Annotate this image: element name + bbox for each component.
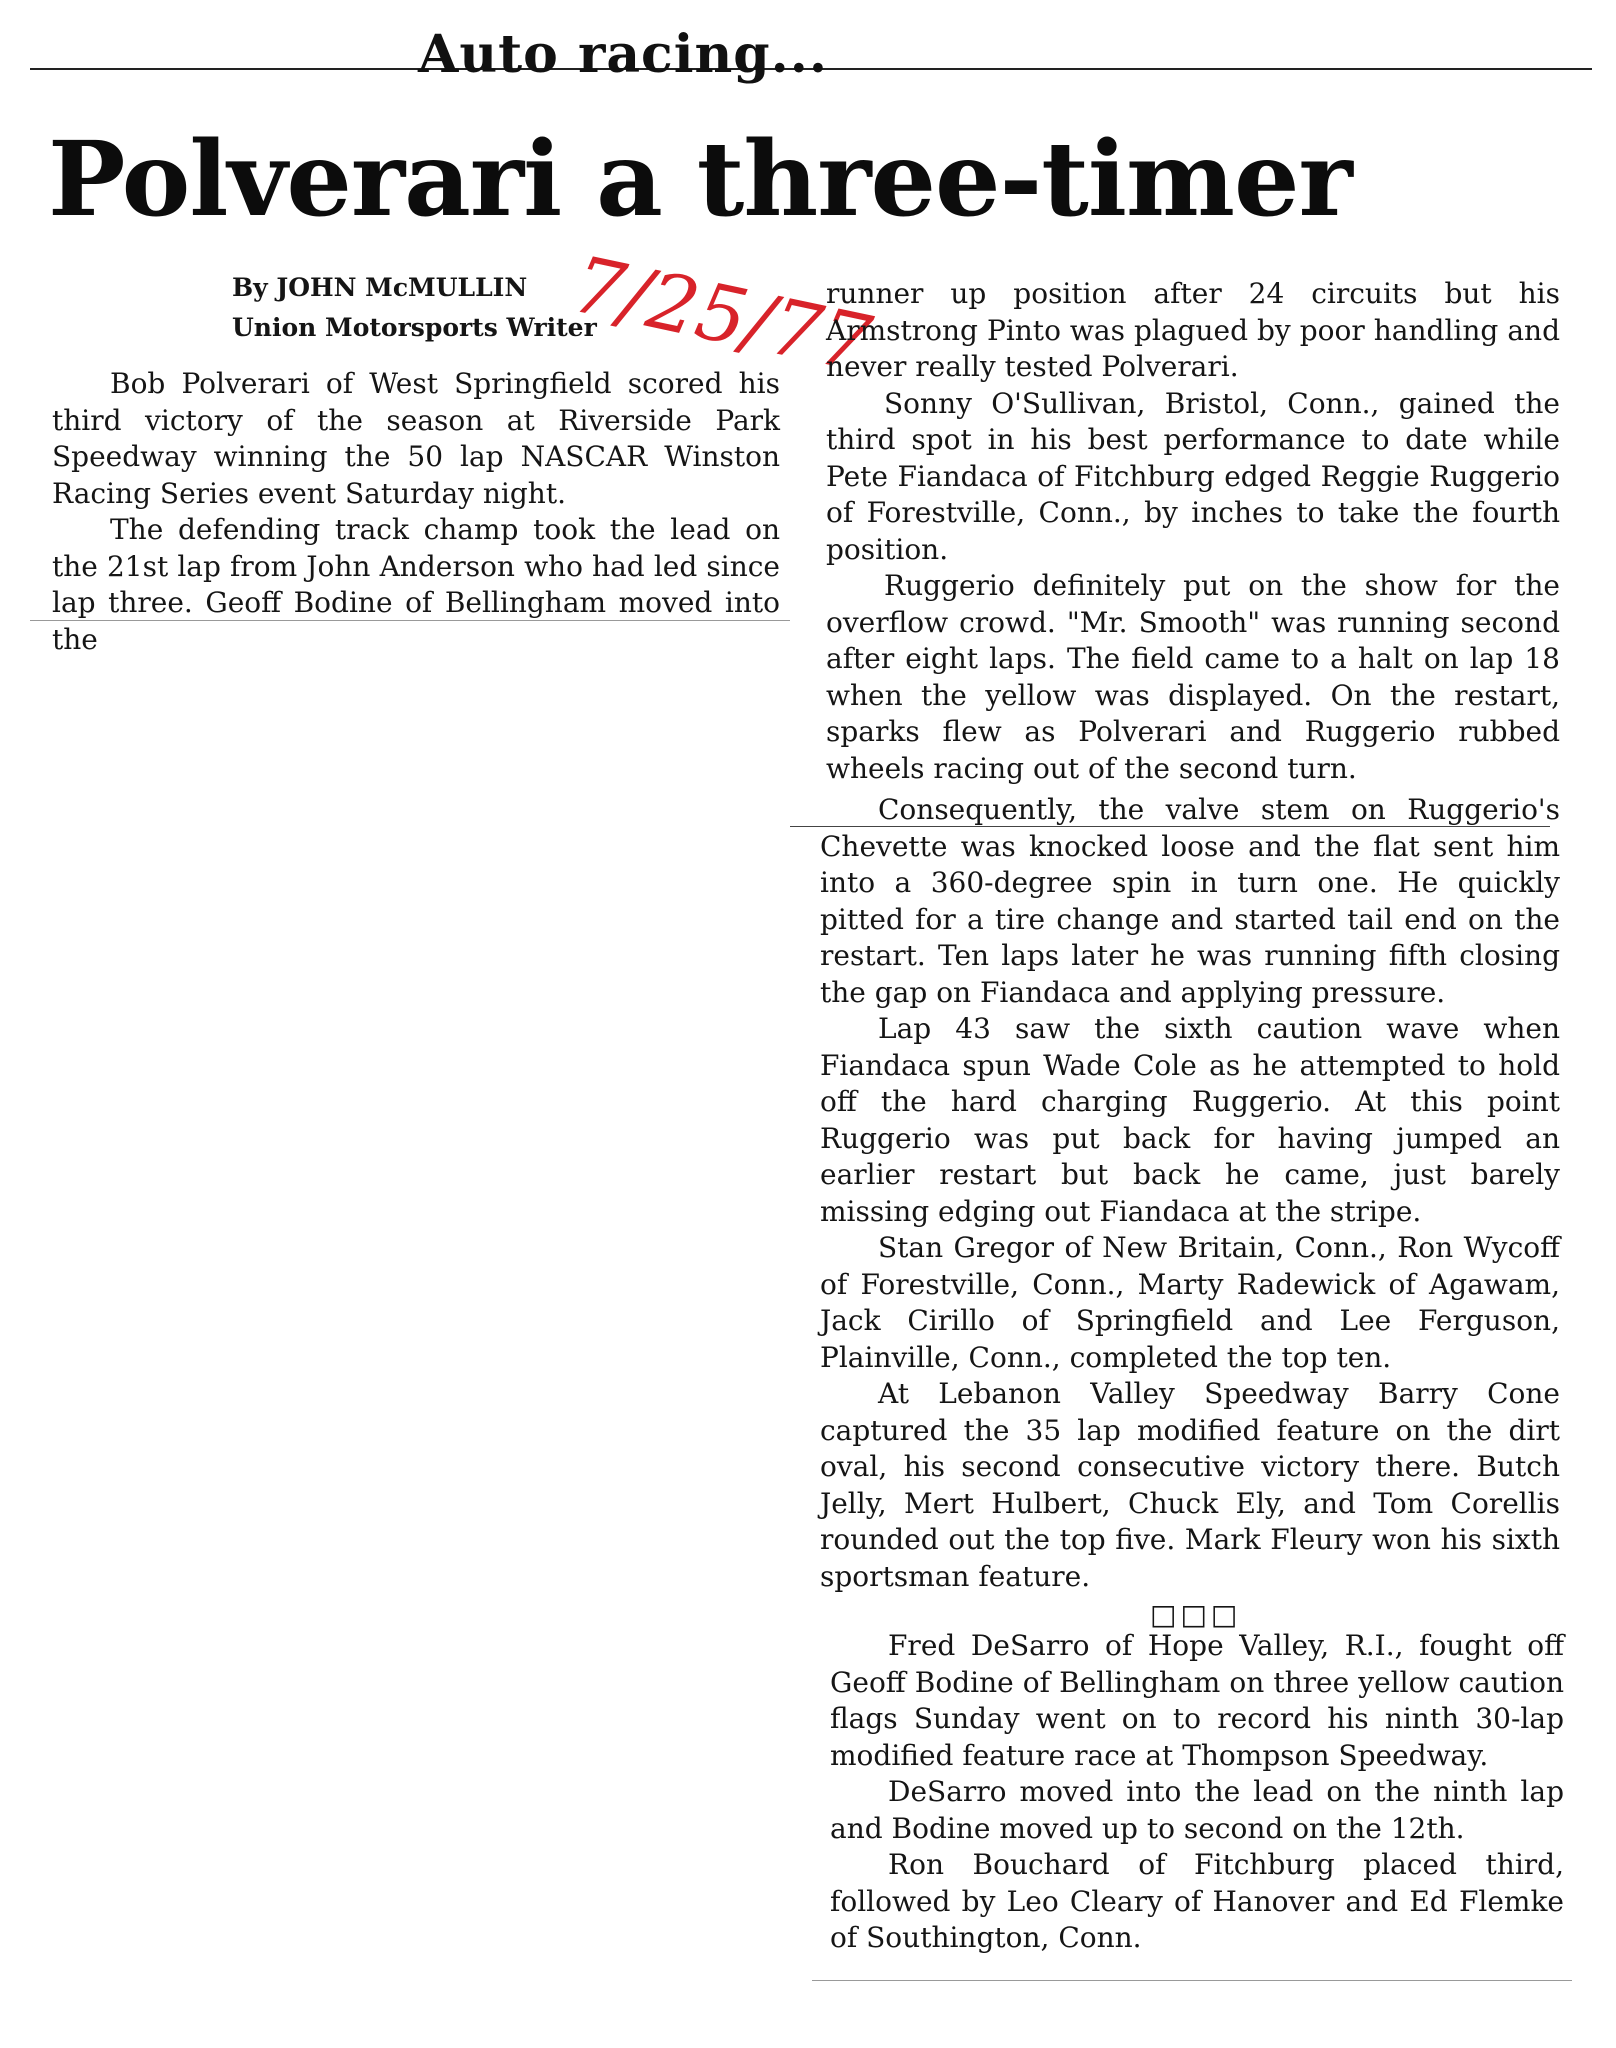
- headline: Polverari a three-timer: [48, 119, 1352, 240]
- paragraph: Ron Bouchard of Fitchburg placed third, followed by Leo Cleary of Hanover and Ed Flemke of Southington, Conn.: [830, 1848, 1564, 1954]
- paragraph: Fred DeSarro of Hope Valley, R.I., fought off Geoff Bodine of Bellingham on three yellow caution flags Sunday went on to record his ninth 30-lap modified feature race at Thompson Speedway.: [830, 1629, 1564, 1772]
- byline: [232, 268, 597, 348]
- paragraph: Bob Polverari of West Springfield scored his third victory of the season at Riverside Park Speedway winning the 50 lap NASCAR Winston Racing Series event Saturday night.: [52, 367, 780, 510]
- paragraph: Stan Gregor of New Britain, Conn., Ron Wycoff of Forestville, Conn., Marty Radewick of Agawam, Jack Cirillo of Springfield and Lee Ferguson, Plainville, Conn., completed the top ten.: [820, 1231, 1560, 1374]
- paragraph: Lap 43 saw the sixth caution wave when Fiandaca spun Wade Cole as he attempted to hold off the hard charging Ruggerio. At this point Ruggerio was put back for having jumped an earlier restart but back he came, just barely missing edging out Fiandaca at the stripe.: [820, 1012, 1560, 1228]
- article-column-left: [52, 366, 780, 658]
- paragraph: Ruggerio definitely put on the show for the overflow crowd. "Mr. Smooth" was running second after eight laps. The field came to a halt on lap 18 when the yellow was displayed. On the restart, sparks flew as Polverari and Ruggerio rubbed wheels racing out of the second turn.: [826, 569, 1560, 785]
- paragraph: DeSarro moved into the lead on the ninth lap and Bodine moved up to second on the 12th.: [830, 1775, 1564, 1845]
- paragraph: runner up position after 24 circuits but his Armstrong Pinto was plagued by poor handling and never really tested Polverari.: [826, 277, 1560, 383]
- section-kicker: Auto racing...: [418, 24, 828, 85]
- byline-role: Union Motorsports Writer: [232, 313, 597, 342]
- column-divider: [30, 620, 790, 621]
- section-dinkus: □□□: [1150, 1598, 1242, 1631]
- paragraph: Sonny O'Sullivan, Bristol, Conn., gained the third spot in his best performance to date while Pete Fiandaca of Fitchburg edged Reggie Ruggerio of Forestville, Conn., by inches to take the fourth position.: [826, 386, 1560, 566]
- bottom-divider: [812, 1980, 1572, 1981]
- paragraph: The defending track champ took the lead on the 21st lap from John Anderson who had led since lap three. Geoff Bodine of Bellingham moved into the: [52, 513, 780, 656]
- article-column-right-last: [830, 1628, 1564, 1957]
- article-column-right-bottom: [820, 792, 1560, 1595]
- handwritten-date: 7/25/77: [565, 240, 879, 391]
- paragraph: At Lebanon Valley Speedway Barry Cone captured the 35 lap modified feature on the dirt oval, his second consecutive victory there. Butch Jelly, Mert Hulbert, Chuck Ely, and Tom Corellis rounded out the top five. Mark Fleury won his sixth sportsman feature.: [820, 1377, 1560, 1593]
- byline-author: By JOHN McMULLIN: [232, 273, 528, 302]
- article-column-right-top: [826, 276, 1560, 787]
- paragraph: Consequently, the valve stem on Ruggerio's Chevette was knocked loose and the flat sent him into a 360-degree spin in turn one. He quickly pitted for a tire change and started tail end on the restart. Ten laps later he was running fifth closing the gap on Fiandaca and applying pressure.: [820, 793, 1560, 1009]
